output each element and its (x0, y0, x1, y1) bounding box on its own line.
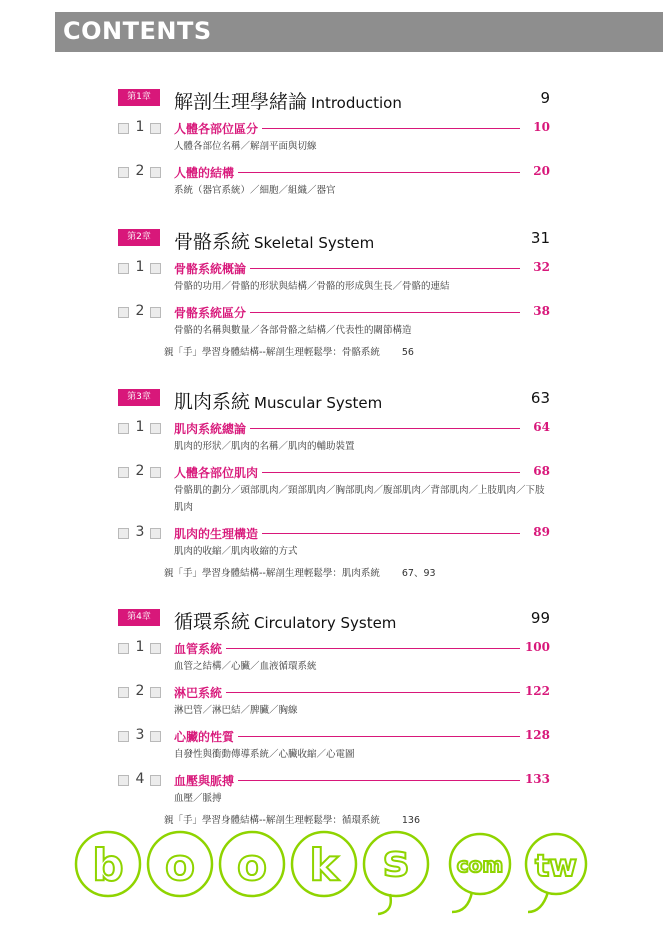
bullet-square-icon (118, 123, 129, 134)
section-page: 122 (522, 684, 550, 698)
section-subtitle: 淋巴管／淋巴結／脾臟／胸線 (174, 705, 298, 716)
bullet-square-icon (150, 167, 161, 178)
svg-text:o: o (164, 840, 196, 891)
section-subtitle: 血管之結構／心臟／血液循環系統 (174, 661, 317, 672)
chapter-badge: 第3章 (118, 389, 160, 406)
toc-section[interactable]: 3 心臟的性質 128 自發性與衝動傳導系統／心臟收縮／心電圖 (118, 729, 550, 763)
section-page: 20 (530, 164, 550, 178)
bullet-square-icon (118, 307, 129, 318)
section-title: 血管系統 (174, 640, 226, 657)
section-title: 血壓與脈搏 (174, 772, 238, 789)
chapter-badge: 第1章 (118, 89, 160, 106)
chapter-1 (118, 87, 550, 199)
section-title: 淋巴系統 (174, 684, 226, 701)
section-title: 人體的結構 (174, 164, 238, 181)
section-page: 68 (530, 464, 550, 478)
section-title: 肌肉系統總論 (174, 420, 250, 437)
chapter-2 (118, 227, 550, 358)
bullet-square-icon (150, 423, 161, 434)
supplement-page: 136 (401, 815, 420, 826)
supplement-line[interactable]: 親「手」學習身體結構--解剖生理輕鬆學：循環系統 136 (164, 815, 420, 826)
section-subtitle: 骨骼的功用／骨骼的形狀與結構／骨骼的形成與生長／骨骼的連結 (174, 281, 450, 292)
bullet-square-icon (150, 467, 161, 478)
toc-section[interactable]: 2 人體各部位肌肉 68 骨骼肌的劃分／頭部肌肉／頸部肌肉／胸部肌肉／腹部肌肉／背部肌肉／上肢肌肉／下肢肌肉 (118, 465, 550, 516)
supplement-page: 67、93 (401, 568, 436, 579)
svg-text:s: s (382, 836, 410, 887)
bullet-square-icon (150, 528, 161, 539)
section-subtitle: 肌肉的形狀／肌肉的名稱／肌肉的輔助裝置 (174, 441, 355, 452)
section-subtitle: 血壓／脈搏 (174, 793, 222, 804)
section-page: 128 (522, 728, 550, 742)
chapter-page: 99 (530, 609, 550, 627)
bullet-square-icon (118, 167, 129, 178)
svg-text:k: k (309, 840, 339, 891)
section-title: 人體各部位區分 (174, 120, 262, 137)
bullet-square-icon (118, 528, 129, 539)
bullet-square-icon (118, 467, 129, 478)
section-page: 89 (530, 525, 550, 539)
section-page: 64 (530, 420, 550, 434)
section-title: 肌肉的生理構造 (174, 525, 262, 542)
bullet-square-icon (150, 731, 161, 742)
toc-section[interactable]: 2 淋巴系統 122 淋巴管／淋巴結／脾臟／胸線 (118, 685, 550, 719)
bullet-square-icon (150, 775, 161, 786)
bullet-square-icon (150, 307, 161, 318)
svg-text:b: b (92, 840, 124, 891)
bullet-square-icon (118, 263, 129, 274)
header-bar (55, 12, 663, 52)
toc-section[interactable]: 2 骨骼系統區分 38 骨骼的名稱與數量／各部骨骼之結構／代表性的關節構造 (118, 305, 550, 339)
bullet-square-icon (150, 263, 161, 274)
section-page: 10 (530, 120, 550, 134)
chapter-title: 骨骼系統 Skeletal System (174, 231, 375, 253)
bullet-square-icon (150, 123, 161, 134)
section-subtitle: 骨骼的名稱與數量／各部骨骼之結構／代表性的關節構造 (174, 325, 412, 336)
section-title: 人體各部位肌肉 (174, 464, 262, 481)
chapter-badge: 第2章 (118, 229, 160, 246)
supplement-line[interactable]: 親「手」學習身體結構--解剖生理輕鬆學：骨骼系統 56 (164, 347, 414, 358)
chapter-page: 63 (530, 389, 550, 407)
toc-section[interactable]: 3 肌肉的生理構造 89 肌肉的收縮／肌肉收縮的方式 (118, 526, 550, 560)
chapter-4 (118, 607, 550, 826)
section-page: 32 (530, 260, 550, 274)
bullet-square-icon (150, 687, 161, 698)
section-subtitle: 人體各部位名稱／解剖平面與切線 (174, 141, 317, 152)
section-page: 133 (522, 772, 550, 786)
page-title: CONTENTS (63, 17, 212, 45)
chapter-page: 9 (540, 89, 550, 107)
chapter-badge: 第4章 (118, 609, 160, 626)
toc-section[interactable]: 1 肌肉系統總論 64 肌肉的形狀／肌肉的名稱／肌肉的輔助裝置 (118, 421, 550, 455)
bullet-square-icon (118, 687, 129, 698)
toc-section[interactable]: 2 人體的結構 20 系統（器官系統）／細胞／組織／器官 (118, 165, 550, 199)
section-page: 100 (522, 640, 550, 654)
bullet-square-icon (118, 423, 129, 434)
section-title: 骨骼系統概論 (174, 260, 250, 277)
section-title: 骨骼系統區分 (174, 304, 250, 321)
section-subtitle: 骨骼肌的劃分／頭部肌肉／頸部肌肉／胸部肌肉／腹部肌肉／背部肌肉／上肢肌肉／下肢肌肉 (174, 485, 545, 513)
toc-section[interactable]: 1 骨骼系統概論 32 骨骼的功用／骨骼的形狀與結構／骨骼的形成與生長／骨骼的連結 (118, 261, 550, 295)
bullet-square-icon (118, 775, 129, 786)
chapter-title: 循環系統 Circulatory System (174, 611, 397, 633)
toc-section[interactable]: 1 血管系統 100 血管之結構／心臟／血液循環系統 (118, 641, 550, 675)
books-com-tw-watermark-logo (72, 828, 592, 918)
chapter-title: 肌肉系統 Muscular System (174, 391, 383, 413)
svg-text:o: o (236, 840, 268, 891)
section-subtitle: 自發性與衝動傳導系統／心臟收縮／心電圖 (174, 749, 355, 760)
section-subtitle: 系統（器官系統）／細胞／組織／器官 (174, 185, 336, 196)
chapter-3 (118, 387, 550, 579)
svg-text:tw: tw (534, 849, 578, 884)
bullet-square-icon (150, 643, 161, 654)
chapter-title: 解剖生理學緒論 Introduction (174, 91, 402, 113)
chapter-page: 31 (530, 229, 550, 247)
supplement-page: 56 (401, 347, 414, 358)
toc-section[interactable]: 4 血壓與脈搏 133 血壓／脈搏 (118, 773, 550, 807)
section-subtitle: 肌肉的收縮／肌肉收縮的方式 (174, 546, 298, 557)
toc-section[interactable]: 1 人體各部位區分 10 人體各部位名稱／解剖平面與切線 (118, 121, 550, 155)
bullet-square-icon (118, 643, 129, 654)
svg-text:com: com (456, 853, 504, 877)
bullet-square-icon (118, 731, 129, 742)
section-page: 38 (530, 304, 550, 318)
section-title: 心臟的性質 (174, 728, 238, 745)
supplement-line[interactable]: 親「手」學習身體結構--解剖生理輕鬆學：肌肉系統 67、93 (164, 568, 436, 579)
